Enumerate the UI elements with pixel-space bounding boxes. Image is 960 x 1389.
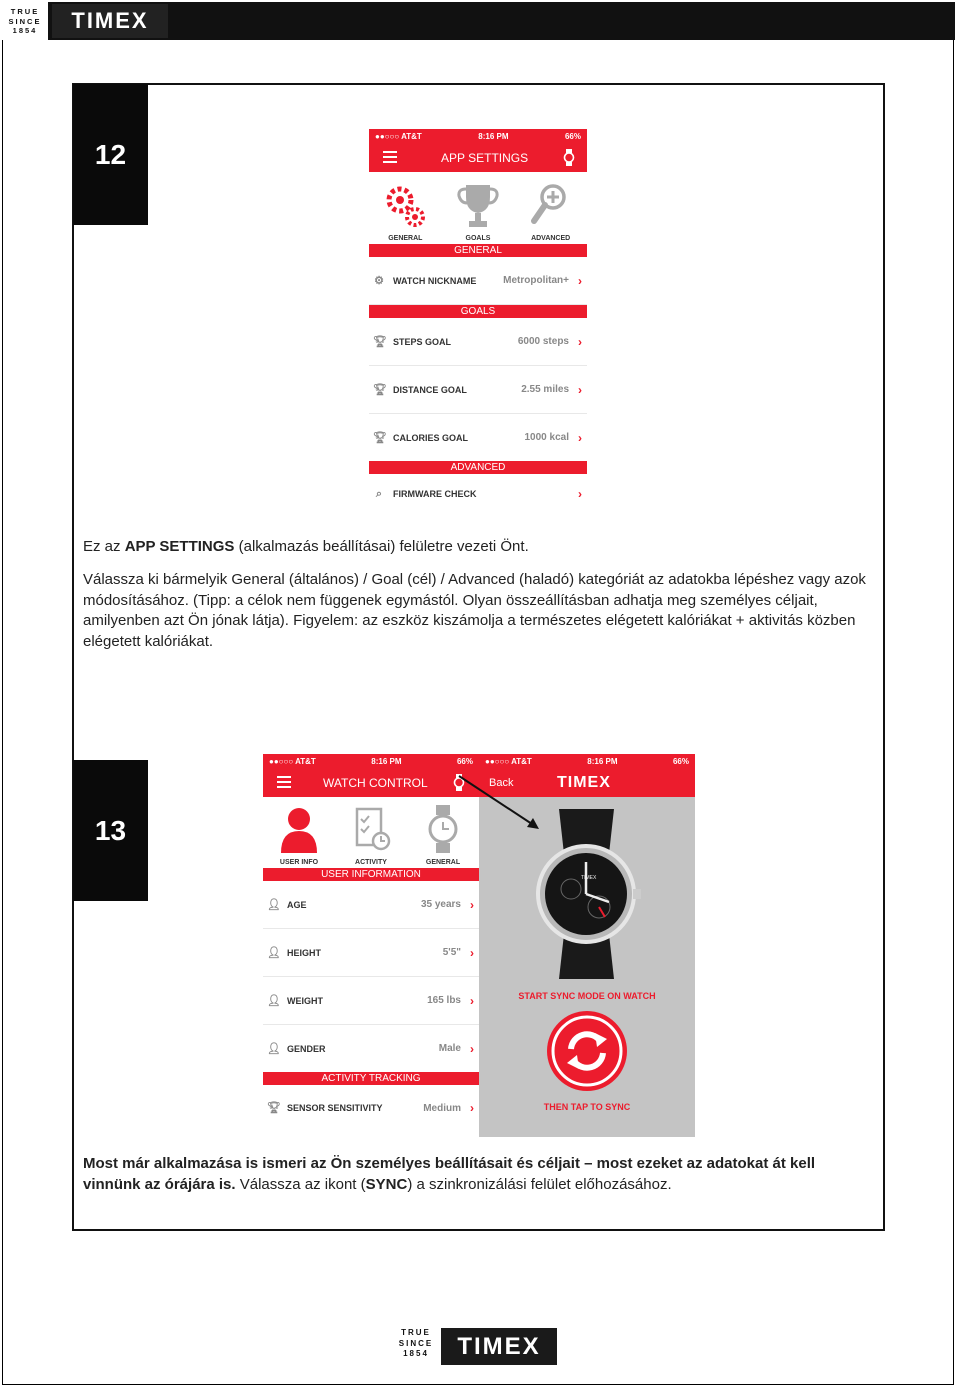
- menu-icon[interactable]: [383, 151, 397, 163]
- step12-body: Válassza ki bármelyik General (általános) / Goal (cél) / Advanced (haladó) kategóriát az adatokba lépéshez vagy azok módosításához. (Tipp: a célok nem függenek egymástól. Olyan összeállításban adhatja meg személyes céljait, amilyenben azt Ön jónak látja). Figyelem: az eszköz kiszámolja a természetes elégetett kalóriákat + aktivitás közben elégetett kalóriákat.: [83, 571, 866, 650]
- sync-instruction-start: START SYNC MODE ON WATCH: [518, 991, 656, 1001]
- status-bar: [479, 754, 695, 768]
- row-weight[interactable]: [263, 977, 479, 1025]
- time: 8:16 PM: [371, 756, 402, 766]
- tagline-year: 1854: [12, 26, 38, 35]
- category-label: USER INFO: [279, 859, 319, 866]
- row-gender[interactable]: [263, 1025, 479, 1072]
- sync-icon[interactable]: [545, 1009, 629, 1093]
- row-distance-goal[interactable]: [369, 366, 587, 414]
- clipboard-check-icon: [349, 805, 393, 853]
- step12-intro: [83, 537, 873, 558]
- trophy-icon: 🏆︎: [373, 431, 387, 444]
- tagline-since: SINCE: [398, 1338, 434, 1348]
- battery: 66%: [456, 756, 473, 766]
- sync-instruction-tap: THEN TAP TO SYNC: [543, 1102, 631, 1112]
- row-label: FIRMWARE CHECK: [393, 489, 477, 499]
- gears-icon: [383, 183, 427, 229]
- screen-title: APP SETTINGS: [441, 150, 529, 165]
- section-activity-tracking: ACTIVITY TRACKING: [263, 1072, 479, 1085]
- row-label: WEIGHT: [287, 995, 323, 1006]
- tagline-since: SINCE: [8, 16, 42, 26]
- chevron-right-icon: ›: [470, 897, 474, 912]
- tagline-true: TRUE: [401, 1328, 431, 1337]
- time: 8:16 PM: [587, 756, 618, 766]
- step13-text: ) a szinkronizálási felület előhozásához.: [407, 1175, 672, 1193]
- category-label: ACTIVITY: [355, 859, 387, 866]
- category-row: [369, 172, 587, 244]
- chevron-right-icon: ›: [470, 1041, 474, 1056]
- row-value: 5'5": [442, 947, 461, 958]
- step13-bold-text: Most már alkalmazása is ismeri az Ön személyes beállításait és céljait – most ezeket az adatokat át kell vinnünk az órájára is.: [83, 1155, 816, 1193]
- row-value: 6000 steps: [517, 336, 569, 347]
- chevron-right-icon: ›: [470, 945, 474, 960]
- carrier: ●●○○○ AT&T: [375, 131, 422, 141]
- category-label: GOALS: [465, 235, 491, 242]
- row-value: Male: [438, 1043, 461, 1054]
- screen-title: WATCH CONTROL: [323, 775, 428, 790]
- row-value: 165 lbs: [427, 995, 461, 1006]
- watch-image: [529, 809, 644, 979]
- menu-icon[interactable]: [277, 776, 291, 788]
- section-general: GENERAL: [369, 244, 587, 257]
- section-advanced: ADVANCED: [369, 461, 587, 474]
- row-sensor-sensitivity[interactable]: [263, 1085, 479, 1131]
- magnifier-plus-icon: [529, 183, 573, 229]
- intro-bold: APP SETTINGS: [124, 538, 235, 555]
- row-label: AGE: [287, 899, 307, 910]
- row-steps-goal[interactable]: [369, 318, 587, 366]
- row-value: Metropolitan+: [503, 275, 569, 286]
- header-tagline: [2, 2, 48, 40]
- chevron-right-icon: ›: [578, 487, 582, 501]
- row-label: SENSOR SENSITIVITY: [287, 1103, 383, 1113]
- row-label: GENDER: [287, 1043, 326, 1054]
- category-user-info[interactable]: [263, 805, 334, 866]
- user-icon: 👤︎: [267, 994, 281, 1007]
- section-goals: GOALS: [369, 305, 587, 318]
- category-label: ADVANCED: [531, 235, 571, 242]
- row-value: Medium: [423, 1102, 461, 1114]
- category-label: GENERAL: [388, 235, 423, 242]
- category-activity[interactable]: [335, 805, 406, 866]
- status-bar: [369, 129, 587, 143]
- status-bar: [263, 754, 479, 768]
- row-value: 2.55 miles: [521, 384, 569, 395]
- trophy-icon: [456, 183, 500, 229]
- time: 8:16 PM: [478, 131, 509, 141]
- trophy-icon: 🏆︎: [267, 1102, 281, 1114]
- row-height[interactable]: [263, 929, 479, 977]
- chevron-right-icon: ›: [578, 382, 582, 397]
- step-number-13: 13: [73, 760, 148, 901]
- watch-icon[interactable]: [563, 149, 575, 166]
- step13-body: [83, 1154, 873, 1195]
- section-user-information: USER INFORMATION: [263, 868, 479, 881]
- row-watch-nickname[interactable]: [369, 257, 587, 305]
- user-icon: [277, 805, 321, 853]
- carrier: ●●○○○ AT&T: [485, 756, 532, 766]
- app-bar: [369, 143, 587, 172]
- user-icon: 👤︎: [267, 1042, 281, 1055]
- arrow-pointer: [455, 770, 545, 832]
- chevron-right-icon: ›: [470, 993, 474, 1008]
- gear-icon: ⚙: [374, 274, 384, 287]
- chevron-right-icon: ›: [578, 273, 582, 288]
- row-label: WATCH NICKNAME: [393, 275, 477, 286]
- app-settings-screenshot: [369, 129, 587, 510]
- battery: 66%: [672, 756, 689, 766]
- row-label: STEPS GOAL: [393, 336, 452, 347]
- watch-control-screenshot: [263, 754, 479, 1137]
- category-general[interactable]: [369, 183, 441, 242]
- row-value: 1000 kcal: [524, 432, 569, 443]
- step13-text: Válassza az ikont (: [235, 1175, 366, 1193]
- intro-text: (alkalmazás beállításai) felületre vezeti Önt.: [234, 538, 529, 555]
- row-label: DISTANCE GOAL: [393, 384, 467, 395]
- category-label: GENERAL: [425, 859, 461, 866]
- user-icon: 👤︎: [267, 898, 281, 911]
- watch-brand-label: TIMEX: [581, 875, 597, 881]
- battery: 66%: [564, 131, 581, 141]
- intro-text: Ez az: [83, 538, 125, 555]
- row-calories-goal[interactable]: [369, 414, 587, 461]
- category-row: [263, 797, 479, 868]
- row-label: CALORIES GOAL: [393, 432, 469, 443]
- chevron-right-icon: ›: [578, 334, 582, 349]
- footer-logo: TIMEX: [441, 1328, 557, 1365]
- chevron-right-icon: ›: [578, 430, 582, 445]
- carrier: ●●○○○ AT&T: [269, 756, 316, 766]
- chevron-right-icon: ›: [470, 1101, 474, 1115]
- row-firmware-check[interactable]: [369, 474, 587, 514]
- sync-panel: [479, 797, 695, 1137]
- footer-tagline: [396, 1328, 436, 1360]
- category-goals[interactable]: [442, 183, 514, 242]
- magnifier-icon: ⌕: [375, 488, 383, 500]
- app-logo: TIMEX: [557, 773, 611, 791]
- row-age[interactable]: [263, 881, 479, 929]
- category-advanced[interactable]: [515, 183, 587, 242]
- user-icon: 👤︎: [267, 946, 281, 959]
- row-label: HEIGHT: [287, 947, 322, 958]
- tagline-year: 1854: [403, 1349, 429, 1358]
- step-number-12: 12: [73, 84, 148, 225]
- trophy-icon: 🏆︎: [373, 383, 387, 396]
- tagline-true: TRUE: [10, 7, 40, 16]
- sync-keyword: SYNC: [365, 1175, 408, 1193]
- row-value: 35 years: [420, 899, 461, 910]
- app-bar: [263, 768, 479, 797]
- header-logo: TIMEX: [52, 4, 168, 38]
- trophy-icon: 🏆︎: [373, 335, 387, 348]
- back-button[interactable]: Back: [489, 776, 514, 789]
